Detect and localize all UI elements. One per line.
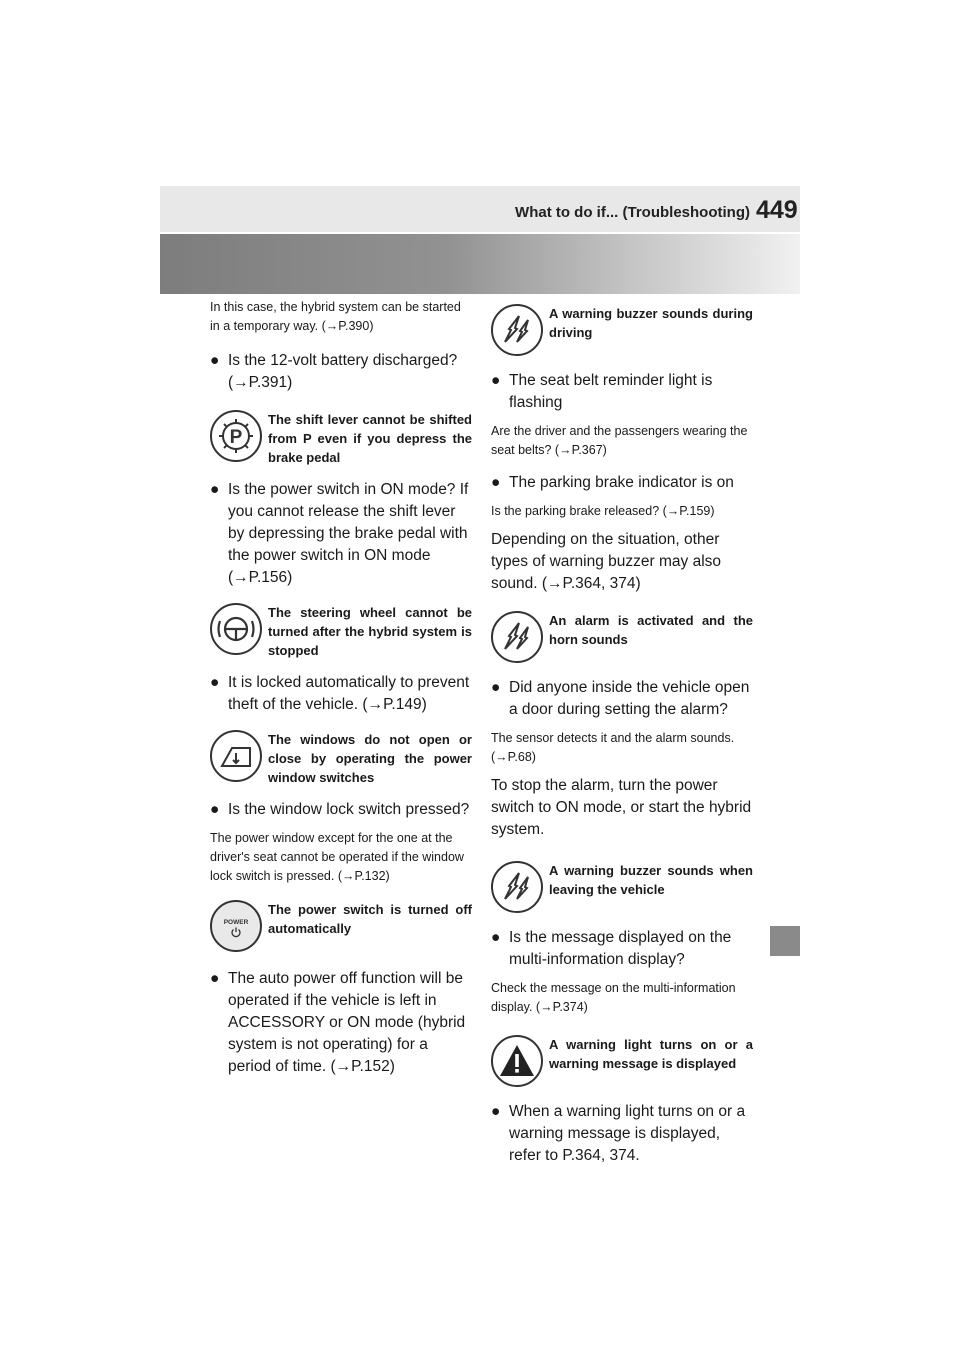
warning-triangle-icon <box>491 1035 543 1087</box>
item-buzzer-driving <box>491 304 753 356</box>
windows-label: The windows do not open or close by operating the power window switches <box>268 732 472 785</box>
multi-info-note: Check the message on the multi-information display. (→P.374) <box>491 981 736 1014</box>
bullet-door-open: ● Did anyone inside the vehicle open a door during setting the alarm? <box>491 679 750 718</box>
gradient-banner <box>160 234 800 294</box>
bullet-seat-belt: ● The seat belt reminder light is flashing <box>491 372 713 411</box>
bullet-dot-icon: ● <box>491 679 501 696</box>
bullet-dot-icon: ● <box>210 801 220 818</box>
bullet-dot-icon: ● <box>491 474 501 491</box>
bullet-dot-icon: ● <box>491 372 501 389</box>
bullet-dot-icon: ● <box>491 1103 501 1120</box>
buzzer-icon <box>491 304 543 356</box>
chapter-tab-marker <box>770 926 800 956</box>
svg-text:P: P <box>229 427 243 448</box>
other-buzzer-paragraph: Depending on the situation, other types of warning buzzer may also sound. (→P.364, 374) <box>491 531 722 592</box>
item-shift-lever <box>210 410 472 467</box>
bullet-window-lock: ● Is the window lock switch pressed? <box>210 799 472 821</box>
section-title: What to do if... (Troubleshooting) <box>515 204 750 221</box>
window-switch-icon <box>210 730 262 782</box>
window-lock-note: The power window except for the one at the driver's seat cannot be operated if the window lock switch is pressed. (→P.132) <box>210 831 464 883</box>
bullet-dot-icon: ● <box>210 970 220 987</box>
stop-alarm-paragraph: To stop the alarm, turn the power switch to ON mode, or start the hybrid system. <box>491 777 752 838</box>
alarm-label: An alarm is activated and the horn sounds <box>549 613 753 647</box>
power-icon-text: POWER <box>223 919 249 926</box>
warning-light-label: A warning light turns on or a warning message is displayed <box>549 1037 753 1071</box>
alarm-icon <box>491 611 543 663</box>
bullet-battery: ● Is the 12-volt battery discharged? (→P.391) <box>210 352 458 391</box>
shift-p-gear-icon <box>210 410 262 462</box>
alarm-sensor-note: The sensor detects it and the alarm sounds. (→P.68) <box>491 731 735 764</box>
left-column <box>210 298 472 1078</box>
power-off-label: The power switch is turned off automatically <box>268 902 472 936</box>
bullet-dot-icon: ● <box>210 352 220 369</box>
seat-belt-note: Are the driver and the passengers wearing the seat belts? (→P.367) <box>491 424 748 457</box>
bullet-locked: ● It is locked automatically to prevent theft of the vehicle. (→P.149) <box>210 674 470 713</box>
item-steering <box>210 603 472 660</box>
right-column <box>491 304 753 1167</box>
bullet-dot-icon: ● <box>210 674 220 691</box>
steering-label: The steering wheel cannot be turned after the hybrid system is stopped <box>268 605 472 658</box>
bullet-auto-power-off: ● The auto power off function will be operated if the vehicle is left in ACCESSORY or ON mode (hybrid system is not operating) for a period of time. (→P.152) <box>210 970 466 1075</box>
bullet-power-mode: ● Is the power switch in ON mode? If you cannot release the shift lever by depressing the brake pedal with the power switch in ON mode (→P.156) <box>210 481 469 586</box>
buzzer-leaving-label: A warning buzzer sounds when leaving the vehicle <box>549 863 753 897</box>
page-number: 449 <box>756 196 798 224</box>
bullet-refer-pages: ● When a warning light turns on or a warning message is displayed, refer to P.364, 374. <box>491 1103 746 1164</box>
buzzer-icon <box>491 861 543 913</box>
item-buzzer-leaving <box>491 861 753 913</box>
item-warning-light <box>491 1035 753 1087</box>
bullet-dot-icon: ● <box>210 481 220 498</box>
item-power-off <box>210 900 472 952</box>
bullet-parking-brake: ● The parking brake indicator is on <box>491 472 753 494</box>
bullet-dot-icon: ● <box>491 929 501 946</box>
item-windows <box>210 730 472 787</box>
buzzer-driving-label: A warning buzzer sounds during driving <box>549 306 753 340</box>
power-button-icon <box>210 900 262 952</box>
parking-brake-note: Is the parking brake released? (→P.159) <box>491 504 715 518</box>
intro-text: In this case, the hybrid system can be started in a temporary way. (→P.390) <box>210 300 461 333</box>
bullet-message-displayed: ● Is the message displayed on the multi-information display? <box>491 929 732 968</box>
shift-lever-label: The shift lever cannot be shifted from P even if you depress the brake pedal <box>268 412 472 465</box>
item-alarm <box>491 611 753 663</box>
steering-lock-icon <box>210 603 262 655</box>
